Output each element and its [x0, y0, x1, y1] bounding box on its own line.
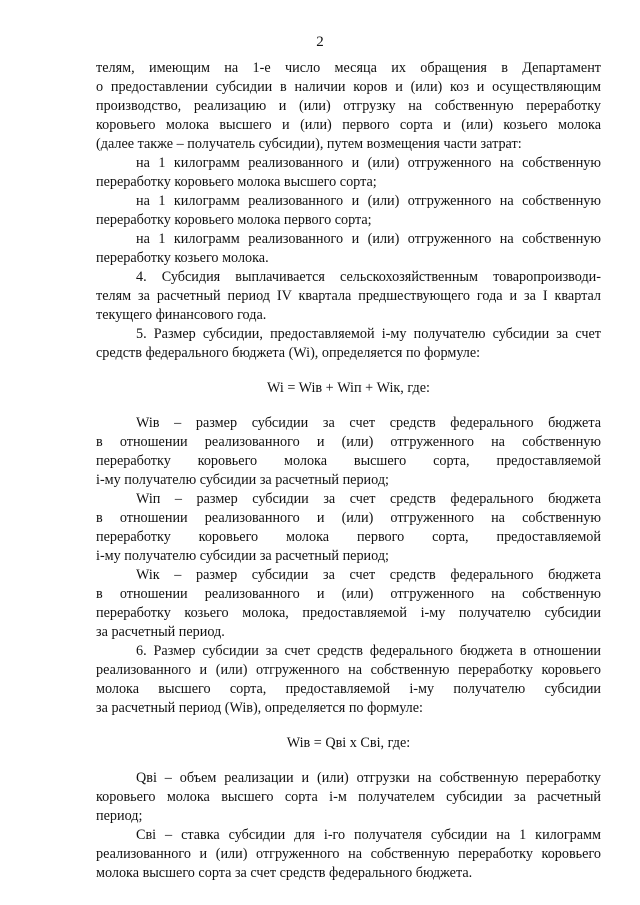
text-line: коровьего молока высшего сорта i-м получателем субсидии за расчетный [96, 789, 601, 805]
text-line: на 1 килограмм реализованного и (или) отгруженного на собственную [136, 231, 601, 247]
page-number: 2 [316, 34, 324, 50]
text-line: переработку коровьего молока первого сорта; [96, 212, 372, 228]
text-line: переработку коровьего молока высшего сорта, предоставляемой [96, 453, 601, 469]
text-line: i-му получателю субсидии за расчетный период; [96, 548, 389, 564]
text-line: на 1 килограмм реализованного и (или) отгруженного на собственную [136, 155, 601, 171]
text-line: производство, реализацию и (или) отгрузку на собственную переработку [96, 98, 601, 114]
text-line: в отношении реализованного и (или) отгруженного на собственную [96, 510, 601, 526]
text-line: 5. Размер субсидии, предоставляемой i-му получателю субсидии за счет [136, 326, 601, 342]
text-line: Wiк – размер субсидии за счет средств федерального бюджета [136, 567, 601, 583]
text-line: (далее также – получатель субсидии), путем возмещения части затрат: [96, 136, 522, 152]
text-line: 4. Субсидия выплачивается сельскохозяйственным товаропроизводи- [136, 269, 601, 285]
text-line: молока высшего сорта, предоставляемой i-му получателю субсидии [96, 681, 601, 697]
spacer [96, 753, 601, 769]
document-body [96, 59, 601, 883]
text-line: в отношении реализованного и (или) отгруженного на собственную [96, 434, 601, 450]
text-line: телям, имеющим на 1-е число месяца их обращения в Департамент [96, 60, 601, 76]
text-line: коровьего молока высшего и (или) первого сорта и (или) козьего молока [96, 117, 601, 133]
text-line: за расчетный период (Wiв), определяется по формуле: [96, 700, 423, 716]
text-line: переработку козьего молока, предоставляемой i-му получателю субсидии [96, 605, 601, 621]
text-line: Wiп – размер субсидии за счет средств федерального бюджета [136, 491, 601, 507]
text-line: i-му получателю субсидии за расчетный период; [96, 472, 389, 488]
text-line: на 1 килограмм реализованного и (или) отгруженного на собственную [136, 193, 601, 209]
text-line: Свi – ставка субсидии для i-го получателя субсидии на 1 килограмм [136, 827, 601, 843]
spacer [96, 718, 601, 734]
text-line: молока высшего сорта за счет средств федерального бюджета. [96, 865, 473, 881]
text-line: переработку коровьего молока высшего сорта; [96, 174, 377, 190]
text-line: период; [96, 808, 143, 824]
text-line: переработку коровьего молока первого сорта, предоставляемой [96, 529, 601, 545]
text-line: реализованного и (или) отгруженного на собственную переработку коровьего [96, 846, 601, 862]
text-line: в отношении реализованного и (или) отгруженного на собственную [96, 586, 601, 602]
text-line: реализованного и (или) отгруженного на собственную переработку коровьего [96, 662, 601, 678]
spacer [96, 363, 601, 379]
text-line: за расчетный период. [96, 624, 225, 640]
spacer [96, 398, 601, 414]
text-line: текущего финансового года. [96, 307, 267, 323]
text-line: Wiв – размер субсидии за счет средств федерального бюджета [136, 415, 601, 431]
text-line: 6. Размер субсидии за счет средств федерального бюджета в отношении [136, 643, 601, 659]
formula-wiv: Wiв = Qвi x Cвi, где: [286, 735, 411, 751]
text-line: телям за расчетный период IV квартала предшествующего года и за I квартал [96, 288, 601, 304]
formula-wi: Wi = Wiв + Wiп + Wiк, где: [267, 380, 430, 396]
text-line: Qвi – объем реализации и (или) отгрузки на собственную переработку [136, 770, 601, 786]
text-line: средств федерального бюджета (Wi), определяется по формуле: [96, 345, 481, 361]
text-line: о предоставлении субсидии в наличии коров и (или) коз и осуществляющим [96, 79, 601, 95]
text-line: переработку козьего молока. [96, 250, 269, 266]
